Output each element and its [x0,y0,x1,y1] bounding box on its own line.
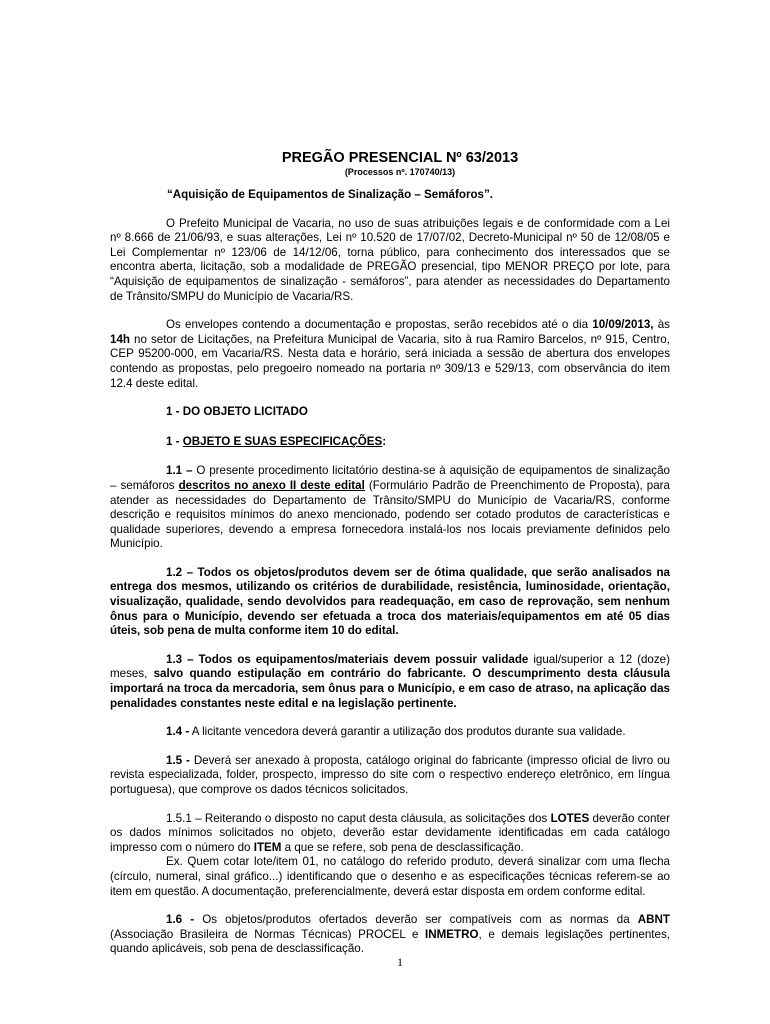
item-1-1-text-a: O presente procedimento licitatório destina-se à aquisição de equipamentos de sinalização – semáforos [110,464,670,492]
item-1-2-text: 1.2 – Todos os objetos/produtos devem ser de ótima qualidade, que serão analisados na entrega dos mesmos, utilizando os critérios de durabilidade, resistência, luminosidade, orientação, visualização, qualidade, sendo devolvidos para readequação, em caso de reprovação, sem nenhum ônus para o Município, devendo ser efetuada a troca dos materiais/equipamentos em até 05 dias úteis, sob pena de multa conforme item 10 do edital. [110,565,670,638]
heading-specs-number: 1 - [166,434,180,448]
section-heading-specs [166,435,670,450]
lotes-term: LOTES [550,811,590,825]
item-1-4-number: 1.4 - [166,725,190,739]
example-paragraph: Ex. Quem cotar lote/item 01, no catálogo do referido produto, deverá sinalizar com uma flecha (círculo, numeral, sinal gráfico...) identificando que o desenho e as especificações técnicas referem-se ao item em questão. A documentação, preferencialmente, deverá estar disposta em ordem conforme edital. [110,855,670,898]
item-1-1 [110,464,670,552]
item-1-1-number: 1.1 – [166,464,193,478]
abnt-term: ABNT [637,913,670,927]
item-1-1-text-b: (Formulário Padrão de Preenchimento de Proposta), para atender as necessidades do Departamento de Trânsito/SMPU do Município de Vacaria/RS, conforme descrição e requisitos mínimos do anexo mencionado, podendo ser cotado produtos de características e qualidade superiores, devendo a empresa fornecedora instalá-los nos locais previamente definidos pelo Município. [110,478,670,551]
item-1-6 [110,913,670,957]
item-1-5-1-text-c: a que se refere, sob pena de desclassificação. [284,840,524,854]
item-1-5-number: 1.5 - [166,753,190,767]
envelopes-time: 14h [110,332,130,346]
item-1-6-text-b: (Associação Brasileira de Normas Técnicas) PROCEL e [110,927,419,941]
envelopes-prefix: Os envelopes contendo a documentação e propostas, serão recebidos até o dia [166,318,589,332]
intro-paragraph: O Prefeito Municipal de Vacaria, no uso de suas atribuições legais e de conformidade com a Lei nº 8.666 de 21/06/93, e suas alterações, Lei nº 10.520 de 17/07/02, Decreto-Municipal nº 50 de 12/08/05 e Lei Complementar nº 123/06 de 14/12/06, torna público, para conhecimento dos interessados que se encontra aberta, licitação, sob a modalidade de PREGÃO presencial, tipo MENOR PREÇO por lote, para “Aquisição de equipamentos de sinalização - semáforos”, para atender as necessidades do Departamento de Trânsito/SMPU do Município de Vacaria/RS. [110,216,670,303]
item-1-5-1-text-b: deverão conter os dados mínimos solicitados no objeto, deverão estar devidamente identificadas em cada catálogo impresso com o número do [110,811,670,854]
page-number: 1 [397,955,403,969]
document-body [110,150,670,971]
envelopes-paragraph [110,318,670,391]
section-heading-object: 1 - DO OBJETO LICITADO [166,405,308,419]
item-term: ITEM [253,840,282,854]
item-1-4-text: A licitante vencedora deverá garantir a utilização dos produtos durante sua validade. [191,725,626,739]
item-1-6-number: 1.6 - [166,913,195,927]
heading-specs-colon: : [382,434,387,448]
envelopes-as: às [657,318,670,332]
envelopes-rest: no setor de Licitações, na Prefeitura Municipal de Vacaria, sito à rua Ramiro Barcelos, nº 915, Centro, CEP 95200-000, em Vacaria/RS. Nesta data e horário, será iniciada a sessão de abertura dos envelopes contendo as propostas, pelo pregoeiro nomeado na portaria nº 309/13 e 529/13, com observância do item 12.4 deste edital. [110,332,670,390]
annex-reference: descritos no anexo II deste edital [178,478,365,492]
item-1-4 [110,725,670,740]
item-1-3-bold-b: salvo quando estipulação em contrário do fabricante. O descumprimento desta cláusula importará na troca da mercadoria, sem ônus para o Município, e em caso de atraso, na aplicação das penalidades constantes neste edital e na legislação pertinente. [110,667,670,710]
envelopes-date: 10/09/2013, [592,318,654,332]
object-quote: “Aquisição de Equipamentos de Sinalização – Semáforos”. [167,188,494,201]
item-1-6-text-a: Os objetos/produtos ofertados deverão ser compatíveis com as normas da [202,913,630,927]
heading-specs-text: OBJETO E SUAS ESPECIFICAÇÕES [182,434,383,448]
item-1-6-text-c: , e demais legislações pertinentes, quando aplicáveis, sob pena de desclassificação. [110,927,670,956]
inmetro-term: INMETRO [425,927,479,941]
item-1-3 [110,653,670,711]
item-1-3-bold-a: 1.3 – Todos os equipamentos/materiais devem possuir validade [166,652,529,666]
item-1-5-text: Deverá ser anexado à proposta, catálogo original do fabricante (impresso oficial de livro ou revista especializada, folder, prospecto, impresso do site com o respectivo endereço eletrônico, em língua portuguesa), que comprove os dados técnicos solicitados. [110,753,670,796]
item-1-2 [110,566,670,639]
item-1-5 [110,754,670,798]
item-1-5-1 [110,812,670,856]
process-number: (Processos nº. 170740/13) [344,167,456,177]
item-1-5-1-text-a: 1.5.1 – Reiterando o disposto no caput desta cláusula, as solicitações dos [166,811,548,825]
item-1-3-plain: igual/superior a 12 (doze) meses, [110,652,670,681]
document-title: PREGÃO PRESENCIAL Nº 63/2013 [281,150,519,166]
